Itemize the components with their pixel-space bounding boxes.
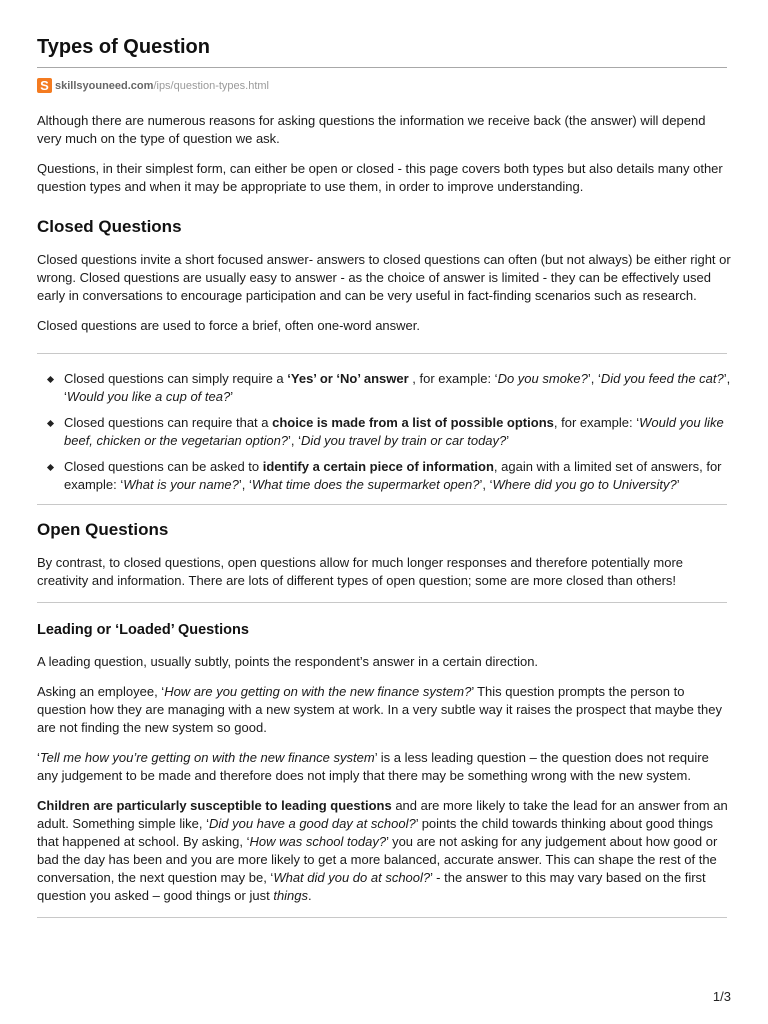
source-link[interactable] — [37, 78, 269, 93]
title-divider — [37, 67, 727, 68]
page-number: 1/3 — [712, 989, 731, 1004]
leading-paragraph-4: Children are particularly susceptible to leading questions and are more likely to take the lead for an answer from an adult. Something simple like, ‘Did you have a good day at school?’ points the child towards thinking about good things that happened at school. By asking, ‘How was school today?’ you are not asking for any judgement about how good or bad the day has been and you are more likely to get a more balanced, accurate answer. This can shape the rest of the conversation, the next question may be, ‘What did you do at school?’ - the answer to this may vary based on the first question you asked – good things or just things. — [37, 798, 728, 903]
intro-paragraph-1: Although there are numerous reasons for asking questions the information we receive back (the answer) will depend very much on the type of question we ask. — [37, 113, 706, 146]
section-divider — [37, 353, 727, 354]
closed-questions-heading: Closed Questions — [37, 217, 182, 236]
section-divider — [37, 504, 727, 505]
bullet-icon — [47, 464, 54, 471]
open-paragraph-1: By contrast, to closed questions, open questions allow for much longer responses and therefore potentially more creativity and information. There are lots of different types of open question; some are more closed than others! — [37, 555, 684, 588]
leading-questions-heading: Leading or ‘Loaded’ Questions — [37, 622, 249, 638]
leading-paragraph-3: ‘Tell me how you’re getting on with the new finance system’ is a less leading question – the question does not require any judgement to be made and therefore does not imply that there may be something wrong with the new system. — [37, 750, 709, 783]
closed-paragraph-1: Closed questions invite a short focused answer- answers to closed questions can often (but not always) be either right or wrong. Closed questions are usually easy to answer - as the choice of answer is limited - they can be effectively used early in conversations to encourage participation and can be very useful in fact-finding scenarios such as research. — [37, 252, 731, 303]
leading-paragraph-2: Asking an employee, ‘How are you getting on with the new finance system?’ This question prompts the person to question how they are managing with a new system at work. In a very subtle way it raises the prospect that maybe they are not finding the new system so good. — [37, 684, 723, 735]
intro-paragraph-2: Questions, in their simplest form, can either be open or closed - this page covers both types but also details many other question types and when it may be appropriate to use them, in order to improve understanding. — [37, 161, 723, 194]
section-divider — [37, 602, 727, 603]
leading-paragraph-1: A leading question, usually subtly, points the respondent’s answer in a certain direction. — [37, 654, 539, 669]
bullet-icon — [47, 420, 54, 427]
section-divider — [37, 917, 727, 918]
page-title: Types of Question — [37, 36, 210, 58]
skillsyouneed-logo-icon: S — [37, 78, 52, 93]
open-questions-heading: Open Questions — [37, 520, 169, 539]
list-item: Closed questions can require that a choice is made from a list of possible options, for example: ‘Would you like beef, chicken or the vegetarian option?’, ‘Did you travel by train or car today?’ — [64, 414, 732, 450]
closed-questions-list — [37, 370, 732, 494]
article-body — [37, 112, 732, 934]
closed-paragraph-2: Closed questions are used to force a brief, often one-word answer. — [37, 318, 420, 333]
source-domain[interactable]: skillsyouneed.com — [55, 79, 154, 92]
source-path[interactable]: /ips/question-types.html — [153, 79, 269, 92]
list-item: Closed questions can simply require a ‘Yes’ or ‘No’ answer , for example: ‘Do you smoke?’, ‘Did you feed the cat?’, ‘Would you like a cup of tea?’ — [64, 370, 732, 406]
bullet-icon — [47, 376, 54, 383]
list-item: Closed questions can be asked to identify a certain piece of information, again with a limited set of answers, for example: ‘What is your name?’, ‘What time does the supermarket open?’, ‘Where did you go to University?’ — [64, 458, 732, 494]
